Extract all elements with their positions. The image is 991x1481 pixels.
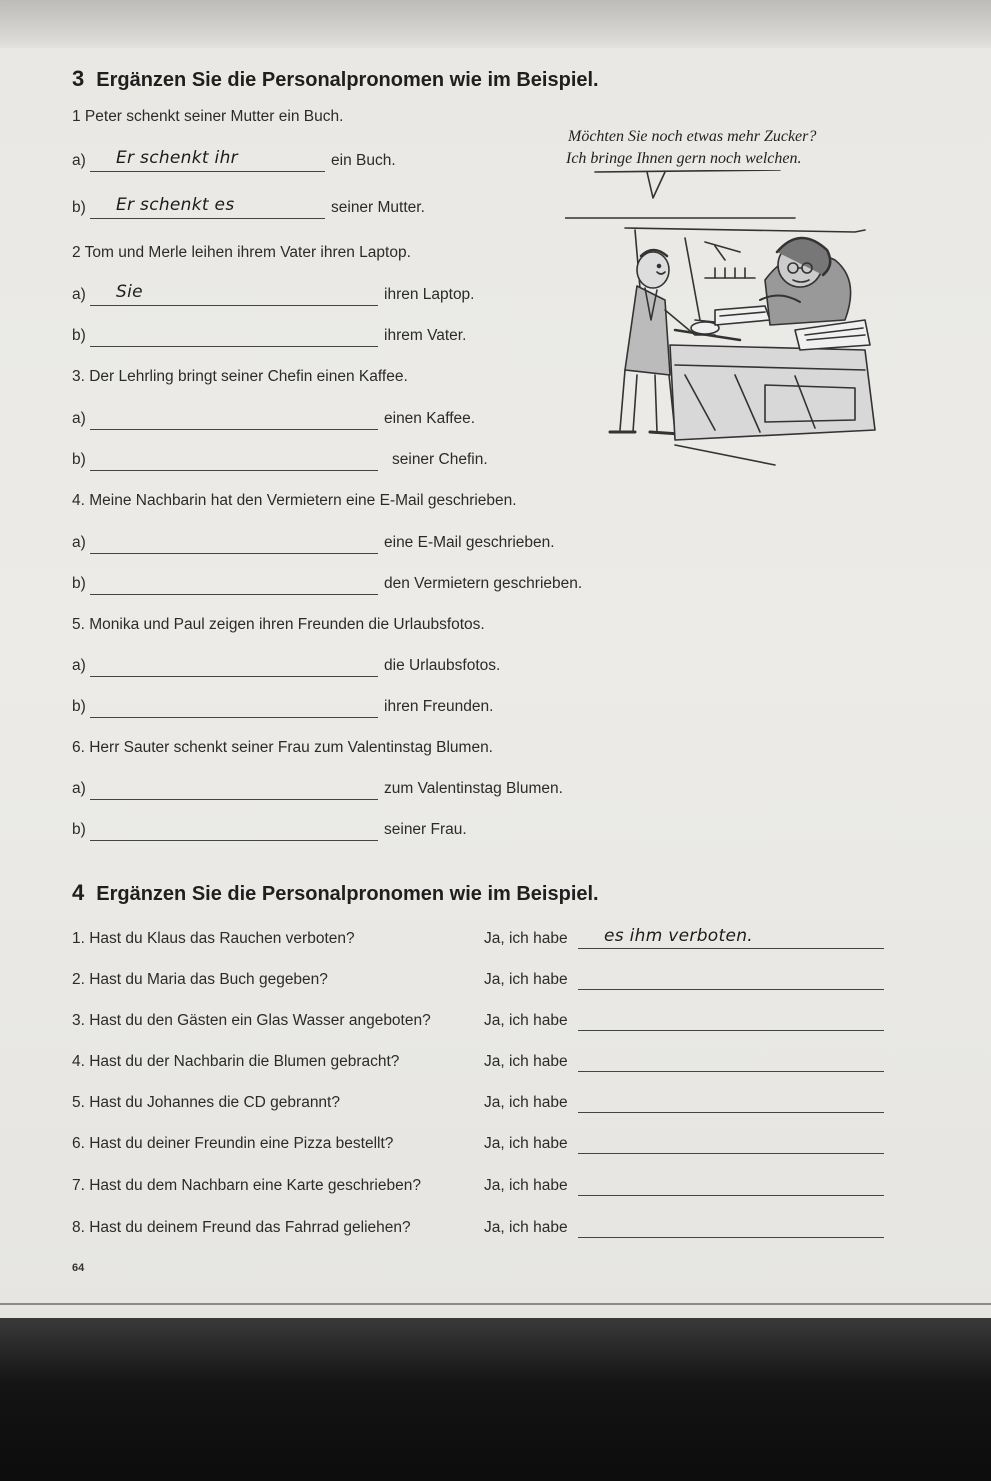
ex4-item-1-prefix: Ja, ich habe bbox=[484, 930, 568, 947]
ex3-item-6-a-blank[interactable] bbox=[90, 799, 378, 800]
ex3-item-1-a-label: a) bbox=[72, 152, 86, 169]
ex3-item-3-b-label: b) bbox=[72, 451, 86, 468]
exercise-4-heading bbox=[72, 880, 599, 906]
table-background bbox=[0, 1318, 991, 1481]
ex3-item-1-sentence: 1 Peter schenkt seiner Mutter ein Buch. bbox=[72, 108, 344, 125]
ex4-item-3-question: 3. Hast du den Gästen ein Glas Wasser angeboten? bbox=[72, 1012, 431, 1029]
ex4-item-3-blank[interactable] bbox=[578, 1030, 884, 1031]
exercise-3-number: 3 bbox=[72, 66, 85, 91]
ex3-item-5-a-blank[interactable] bbox=[90, 676, 378, 677]
ex4-item-7-blank[interactable] bbox=[578, 1195, 884, 1196]
ex3-item-2-a-blank[interactable] bbox=[90, 305, 378, 306]
ex4-item-1-question: 1. Hast du Klaus das Rauchen verboten? bbox=[72, 930, 355, 947]
ex3-item-6-a-rest: zum Valentinstag Blumen. bbox=[384, 780, 563, 797]
ex3-item-4-b-label: b) bbox=[72, 575, 86, 592]
ex3-item-1-b-label: b) bbox=[72, 199, 86, 216]
ex4-item-1-answer: es ihm verboten. bbox=[604, 926, 753, 946]
ex3-item-3-b-rest: seiner Chefin. bbox=[392, 451, 488, 468]
ex3-item-3-a-blank[interactable] bbox=[90, 429, 378, 430]
ex4-item-6-prefix: Ja, ich habe bbox=[484, 1135, 568, 1152]
waiter-serving-coffee-illustration bbox=[565, 170, 895, 480]
page-edge bbox=[0, 1303, 991, 1305]
ex3-item-2-b-label: b) bbox=[72, 327, 86, 344]
ex3-item-2-a-label: a) bbox=[72, 286, 86, 303]
ex4-item-6-question: 6. Hast du deiner Freundin eine Pizza bestellt? bbox=[72, 1135, 394, 1152]
ex4-item-6-blank[interactable] bbox=[578, 1153, 884, 1154]
ex3-item-5-b-rest: ihren Freunden. bbox=[384, 698, 494, 715]
ex3-item-6-sentence: 6. Herr Sauter schenkt seiner Frau zum Valentinstag Blumen. bbox=[72, 739, 493, 756]
ex4-item-2-blank[interactable] bbox=[578, 989, 884, 990]
ex3-item-5-a-rest: die Urlaubsfotos. bbox=[384, 657, 501, 674]
cartoon-caption-question: Möchten Sie noch etwas mehr Zucker? bbox=[568, 128, 817, 145]
ex3-item-4-b-blank[interactable] bbox=[90, 594, 378, 595]
ex4-item-4-blank[interactable] bbox=[578, 1071, 884, 1072]
ex3-item-4-a-rest: eine E-Mail geschrieben. bbox=[384, 534, 555, 551]
ex3-item-3-a-label: a) bbox=[72, 410, 86, 427]
ex3-item-3-a-rest: einen Kaffee. bbox=[384, 410, 476, 427]
ex3-item-1-a-blank[interactable] bbox=[90, 171, 325, 172]
ex4-item-2-prefix: Ja, ich habe bbox=[484, 971, 568, 988]
exercise-3-title: Ergänzen Sie die Personalpronomen wie im Beispiel. bbox=[96, 69, 599, 91]
ex4-item-8-question: 8. Hast du deinem Freund das Fahrrad geliehen? bbox=[72, 1219, 411, 1236]
ex4-item-5-blank[interactable] bbox=[578, 1112, 884, 1113]
ex4-item-8-blank[interactable] bbox=[578, 1237, 884, 1238]
ex3-item-3-sentence: 3. Der Lehrling bringt seiner Chefin einen Kaffee. bbox=[72, 368, 408, 385]
ex3-item-1-b-blank[interactable] bbox=[90, 218, 325, 219]
ex3-item-1-a-rest: ein Buch. bbox=[331, 152, 396, 169]
ex3-item-4-a-label: a) bbox=[72, 534, 86, 551]
ex3-item-5-b-label: b) bbox=[72, 698, 86, 715]
ex4-item-2-question: 2. Hast du Maria das Buch gegeben? bbox=[72, 971, 328, 988]
ex3-item-2-b-blank[interactable] bbox=[90, 346, 378, 347]
ex4-item-8-prefix: Ja, ich habe bbox=[484, 1219, 568, 1236]
ex3-item-2-b-rest: ihrem Vater. bbox=[384, 327, 467, 344]
ex4-item-1-blank[interactable] bbox=[578, 948, 884, 949]
ex4-item-5-question: 5. Hast du Johannes die CD gebrannt? bbox=[72, 1094, 340, 1111]
ex3-item-6-a-label: a) bbox=[72, 780, 86, 797]
ex3-item-2-sentence: 2 Tom und Merle leihen ihrem Vater ihren Laptop. bbox=[72, 244, 411, 261]
ex3-item-2-a-answer: Sie bbox=[116, 282, 143, 302]
ex3-item-6-b-rest: seiner Frau. bbox=[384, 821, 467, 838]
ex3-item-4-sentence: 4. Meine Nachbarin hat den Vermietern eine E-Mail geschrieben. bbox=[72, 492, 517, 509]
ex4-item-7-question: 7. Hast du dem Nachbarn eine Karte geschrieben? bbox=[72, 1177, 421, 1194]
exercise-4-number: 4 bbox=[72, 880, 85, 905]
ex3-item-1-b-rest: seiner Mutter. bbox=[331, 199, 425, 216]
ex3-item-2-a-rest: ihren Laptop. bbox=[384, 286, 475, 303]
page-number: 64 bbox=[72, 1262, 85, 1274]
ex3-item-6-b-blank[interactable] bbox=[90, 840, 378, 841]
exercise-4-title: Ergänzen Sie die Personalpronomen wie im Beispiel. bbox=[96, 883, 599, 905]
top-strip bbox=[0, 0, 991, 48]
ex4-item-3-prefix: Ja, ich habe bbox=[484, 1012, 568, 1029]
ex3-item-5-a-label: a) bbox=[72, 657, 86, 674]
ex3-item-3-b-blank[interactable] bbox=[90, 470, 378, 471]
ex3-item-1-b-answer: Er schenkt es bbox=[116, 195, 235, 215]
ex3-item-1-a-answer: Er schenkt ihr bbox=[116, 148, 238, 168]
ex3-item-4-a-blank[interactable] bbox=[90, 553, 378, 554]
ex4-item-4-prefix: Ja, ich habe bbox=[484, 1053, 568, 1070]
ex3-item-5-sentence: 5. Monika und Paul zeigen ihren Freunden die Urlaubsfotos. bbox=[72, 616, 485, 633]
ex4-item-7-prefix: Ja, ich habe bbox=[484, 1177, 568, 1194]
ex3-item-6-b-label: b) bbox=[72, 821, 86, 838]
ex3-item-5-b-blank[interactable] bbox=[90, 717, 378, 718]
exercise-3-heading bbox=[72, 66, 599, 92]
ex4-item-5-prefix: Ja, ich habe bbox=[484, 1094, 568, 1111]
cartoon-caption-answer: Ich bringe Ihnen gern noch welchen. bbox=[566, 150, 802, 167]
ex3-item-4-b-rest: den Vermietern geschrieben. bbox=[384, 575, 583, 592]
ex4-item-4-question: 4. Hast du der Nachbarin die Blumen gebracht? bbox=[72, 1053, 400, 1070]
